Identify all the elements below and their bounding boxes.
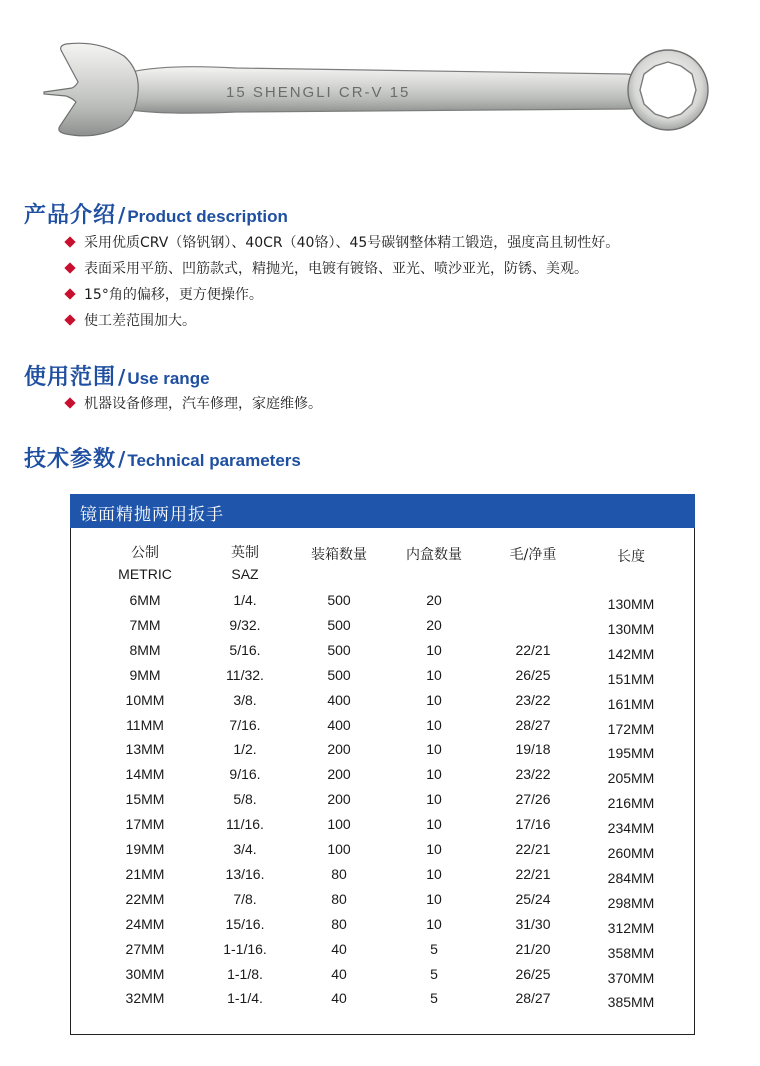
cell-weight: 19/18 [515, 741, 551, 758]
cell-length: 260MM [607, 845, 655, 861]
product-heading-en: Product description [127, 207, 288, 226]
header-box-qty: 内盒数量 [406, 547, 462, 563]
cell-carton-qty: 400 [327, 716, 351, 733]
cell-saz: 11/32. [226, 666, 264, 683]
cell-box-qty: 10 [426, 666, 442, 683]
cell-box-qty: 5 [430, 990, 438, 1007]
wrench-engraving: 15 SHENGLI CR-V 15 [226, 84, 411, 101]
cell-saz: 9/16. [229, 766, 261, 783]
cell-metric: 9MM [129, 666, 161, 683]
header-saz-zh: 英制 [231, 545, 259, 561]
product-description-heading: 产品介绍 / Product description [24, 203, 288, 228]
list-item: 使工差范围加大。 [64, 308, 619, 334]
cell-carton-qty: 200 [327, 791, 351, 808]
cell-metric: 19MM [125, 841, 165, 857]
cell-weight: 21/20 [515, 940, 551, 957]
cell-metric: 32MM [125, 990, 165, 1007]
cell-weight: 22/21 [515, 865, 551, 882]
header-weight: 毛/净重 [509, 547, 557, 563]
cell-box-qty: 10 [426, 691, 442, 708]
cell-saz: 3/8. [233, 691, 257, 708]
tech-heading-zh: 技术参数 [24, 447, 117, 472]
cell-length: 172MM [607, 720, 655, 737]
tech-heading-en: Technical parameters [127, 451, 301, 470]
cell-length: 130MM [607, 596, 655, 612]
spec-table [70, 528, 695, 1035]
cell-weight: 31/30 [515, 915, 551, 932]
header-length: 长度 [617, 549, 645, 565]
cell-saz: 1/4. [233, 592, 257, 608]
cell-length: 216MM [607, 795, 655, 812]
cell-weight: 22/21 [515, 841, 551, 857]
cell-saz: 15/16. [225, 915, 265, 932]
use-range-heading: 使用范围 / Use range [24, 365, 210, 390]
bullet-diamond-icon [64, 236, 75, 247]
cell-box-qty: 20 [426, 592, 442, 608]
bullet-diamond-icon [64, 262, 75, 273]
use-bullet-list [64, 391, 322, 417]
cell-carton-qty: 400 [327, 691, 351, 708]
cell-weight: 23/22 [515, 766, 551, 783]
cell-length: 142MM [607, 645, 655, 662]
product-heading-zh: 产品介绍 [24, 203, 117, 228]
cell-carton-qty: 80 [331, 915, 347, 932]
cell-saz: 5/16. [229, 641, 261, 658]
cell-carton-qty: 500 [327, 666, 351, 683]
cell-length: 151MM [607, 670, 655, 687]
cell-carton-qty: 500 [327, 592, 351, 608]
cell-saz: 1-1/8. [227, 965, 263, 982]
cell-weight: 26/25 [515, 666, 551, 683]
cell-length: 130MM [607, 620, 655, 637]
cell-box-qty: 5 [430, 940, 438, 957]
cell-box-qty: 10 [426, 791, 442, 808]
cell-metric: 30MM [125, 965, 165, 982]
cell-box-qty: 10 [426, 716, 442, 733]
cell-saz: 3/4. [233, 841, 257, 857]
cell-weight: 23/22 [515, 691, 551, 708]
table-title-bar [70, 494, 695, 528]
cell-metric: 6MM [129, 592, 161, 608]
cell-metric: 15MM [125, 791, 165, 808]
cell-box-qty: 10 [426, 890, 442, 907]
cell-box-qty: 10 [426, 766, 442, 783]
technical-parameters-heading: 技术参数 / Technical parameters [24, 447, 301, 472]
cell-metric: 7MM [129, 616, 161, 633]
cell-carton-qty: 40 [331, 965, 347, 982]
cell-saz: 11/16. [226, 816, 264, 833]
cell-metric: 11MM [126, 716, 164, 733]
bullet-diamond-icon [64, 314, 75, 325]
cell-metric: 14MM [125, 766, 165, 783]
cell-carton-qty: 40 [331, 990, 347, 1007]
cell-carton-qty: 200 [327, 741, 351, 758]
cell-weight: 17/16 [515, 816, 551, 833]
cell-box-qty: 10 [426, 865, 442, 882]
product-bullet-list [64, 230, 619, 334]
cell-box-qty: 10 [426, 641, 442, 658]
cell-metric: 13MM [125, 741, 165, 758]
cell-box-qty: 20 [426, 616, 442, 633]
cell-length: 298MM [607, 894, 655, 911]
cell-carton-qty: 40 [331, 940, 347, 957]
cell-weight: 28/27 [515, 990, 551, 1007]
cell-box-qty: 10 [426, 741, 442, 758]
cell-carton-qty: 80 [331, 865, 347, 882]
cell-box-qty: 10 [426, 841, 442, 857]
header-metric-zh: 公制 [131, 545, 159, 561]
cell-weight: 26/25 [515, 965, 551, 982]
cell-carton-qty: 80 [331, 890, 347, 907]
cell-length: 312MM [607, 919, 655, 936]
cell-length: 195MM [607, 745, 655, 762]
use-heading-en: Use range [127, 369, 210, 388]
header-carton-qty: 装箱数量 [311, 547, 367, 563]
cell-metric: 17MM [125, 816, 165, 833]
cell-length: 205MM [607, 770, 655, 787]
list-item: 采用优质CRV（铬钒钢）、40CR（40铬）、45号碳钢整体精工锻造，强度高且韧性好。 [64, 230, 619, 256]
cell-metric: 24MM [125, 915, 165, 932]
cell-saz: 5/8. [233, 791, 257, 808]
cell-metric: 10MM [125, 691, 165, 708]
cell-metric: 21MM [125, 865, 165, 882]
cell-saz: 7/16. [229, 716, 261, 733]
list-item: 表面采用平筋、凹筋款式，精抛光，电镀有镀铬、亚光、喷沙亚光，防锈、美观。 [64, 256, 619, 282]
cell-carton-qty: 500 [327, 616, 351, 633]
cell-length: 161MM [607, 695, 655, 712]
cell-saz: 1-1/4. [227, 990, 263, 1007]
cell-length: 370MM [607, 969, 655, 986]
cell-weight: 25/24 [515, 890, 551, 907]
cell-metric: 8MM [129, 641, 161, 658]
cell-length: 234MM [607, 820, 655, 837]
cell-carton-qty: 500 [327, 641, 351, 658]
cell-box-qty: 10 [426, 915, 442, 932]
header-saz-en: SAZ [231, 566, 259, 582]
cell-saz: 1/2. [233, 741, 257, 758]
cell-weight: 22/21 [515, 641, 551, 658]
list-item: 机器设备修理，汽车修理，家庭维修。 [64, 391, 322, 417]
cell-length: 358MM [607, 944, 655, 961]
cell-carton-qty: 100 [327, 816, 351, 833]
cell-saz: 13/16. [225, 865, 265, 882]
cell-weight: 27/26 [515, 791, 551, 808]
cell-weight: 28/27 [515, 716, 551, 733]
use-heading-zh: 使用范围 [24, 365, 117, 390]
cell-box-qty: 10 [426, 816, 442, 833]
header-metric-en: METRIC [118, 566, 172, 582]
cell-length: 284MM [607, 869, 655, 886]
cell-length: 385MM [607, 994, 655, 1011]
cell-carton-qty: 100 [327, 841, 351, 857]
cell-saz: 9/32. [229, 616, 261, 633]
cell-metric: 22MM [125, 890, 165, 907]
wrench-image [36, 30, 716, 140]
cell-metric: 27MM [125, 940, 165, 957]
cell-saz: 1-1/16. [223, 940, 267, 957]
list-item: 15°角的偏移，更方便操作。 [64, 282, 619, 308]
cell-carton-qty: 200 [327, 766, 351, 783]
bullet-diamond-icon [64, 397, 75, 408]
bullet-diamond-icon [64, 288, 75, 299]
cell-box-qty: 5 [430, 965, 438, 982]
table-title: 镜面精抛两用扳手 [80, 505, 224, 525]
cell-saz: 7/8. [233, 890, 257, 907]
